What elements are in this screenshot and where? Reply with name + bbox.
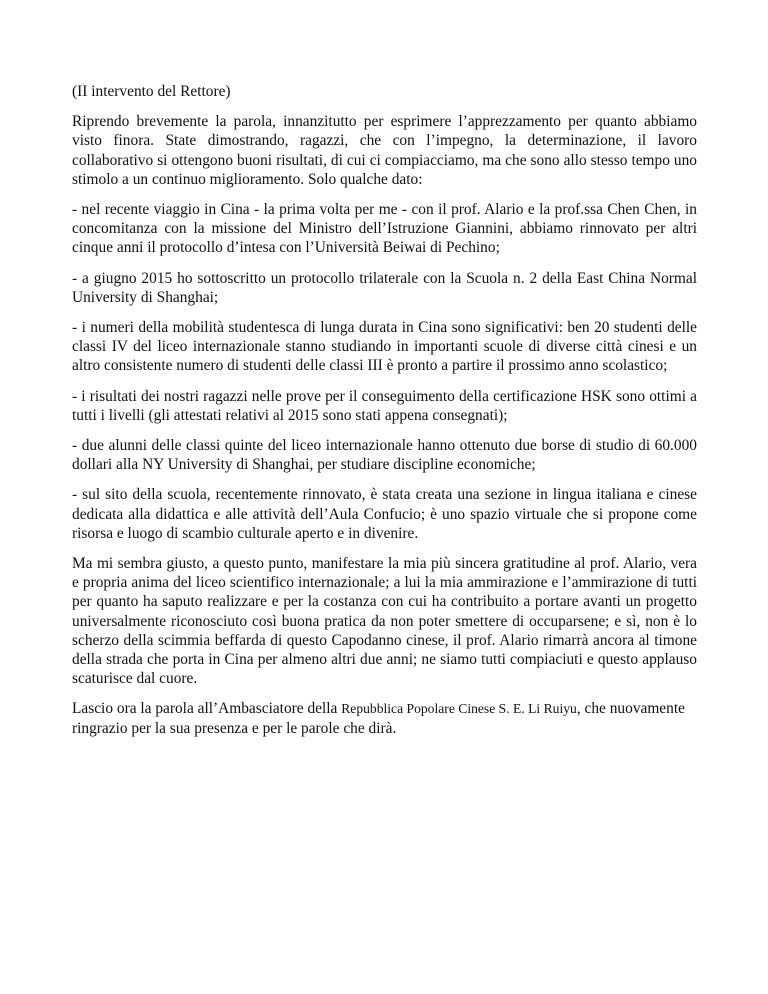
closing-start: Lascio ora la parola all’Ambasciatore della [72,700,342,718]
document-page [72,82,697,749]
list-item: - nel recente viaggio in Cina - la prima volta per me - con il prof. Alario e la prof.ssa Chen Chen, in concomitanza con la missione del Ministro dell’Istruzione Giannini, abbiamo rinnovato per altri cinque anni il protocollo d’intesa con l’Università Beiwai di Pechino; [72,201,697,257]
list-item: - a giugno 2015 ho sottoscritto un protocollo trilaterale con la Scuola n. 2 della East China Normal University di Shanghai; [72,269,697,306]
section-heading: (II intervento del Rettore) [72,83,231,100]
intro-paragraph: Riprendo brevemente la parola, innanzitutto per esprimere l’apprezzamento per quanto abbiamo visto finora. State dimostrando, ragazzi, che con l’impegno, la determinazione, il lavoro collaborativo si ottengono buoni risultati, di cui ci compiacciamo, ma che sono allo stesso tempo uno stimolo a un continuo miglioramento. Solo qualche dato: [72,113,697,188]
closing-paragraph [72,699,697,737]
closing-end: , che nuovamente ringrazio per la sua presenza e per le parole che dirà. [72,700,685,737]
gratitude-paragraph: Ma mi sembra giusto, a questo punto, manifestare la mia più sincera gratitudine al prof. Alario, vera e propria anima del liceo scientifico internazionale; a lui la mia ammirazione e l’ammirazione di tutti per quanto ha saputo realizzare e per la costanza con cui ha contribuito a portare avanti un progetto universalmente riconosciuto così buona pratica da non poter smettere di occuparsene; e sì, non è lo scherzo della scimmia beffarda di questo Capodanno cinese, il prof. Alario rimarrà ancora al timone della strada che porta in Cina per almeno altri due anni; ne siamo tutti compiaciuti e questo applauso scaturisce dal cuore. [72,555,697,688]
ambassador-name: Repubblica Popolare Cinese S. E. Li Ruiyu [341,701,577,717]
list-item: - i numeri della mobilità studentesca di lunga durata in Cina sono significativi: ben 20 studenti delle classi IV del liceo internazionale stanno studiando in importanti scuole di diverse città cinesi e un altro consistente numero di studenti delle classi III è pronto a partire il prossimo anno scolastico; [72,319,697,375]
list-item: - i risultati dei nostri ragazzi nelle prove per il conseguimento della certificazione HSK sono ottimi a tutti i livelli (gli attestati relativi al 2015 sono stati appena consegnati); [72,387,697,424]
list-item: - due alunni delle classi quinte del liceo internazionale hanno ottenuto due borse di studio di 60.000 dollari alla NY University di Shanghai, per studiare discipline economiche; [72,437,697,474]
list-item: - sul sito della scuola, recentemente rinnovato, è stata creata una sezione in lingua italiana e cinese dedicata alla didattica e alle attività dell’Aula Confucio; è uno spazio virtuale che si propone come risorsa e luogo di scambio culturale aperto e in divenire. [72,486,697,542]
